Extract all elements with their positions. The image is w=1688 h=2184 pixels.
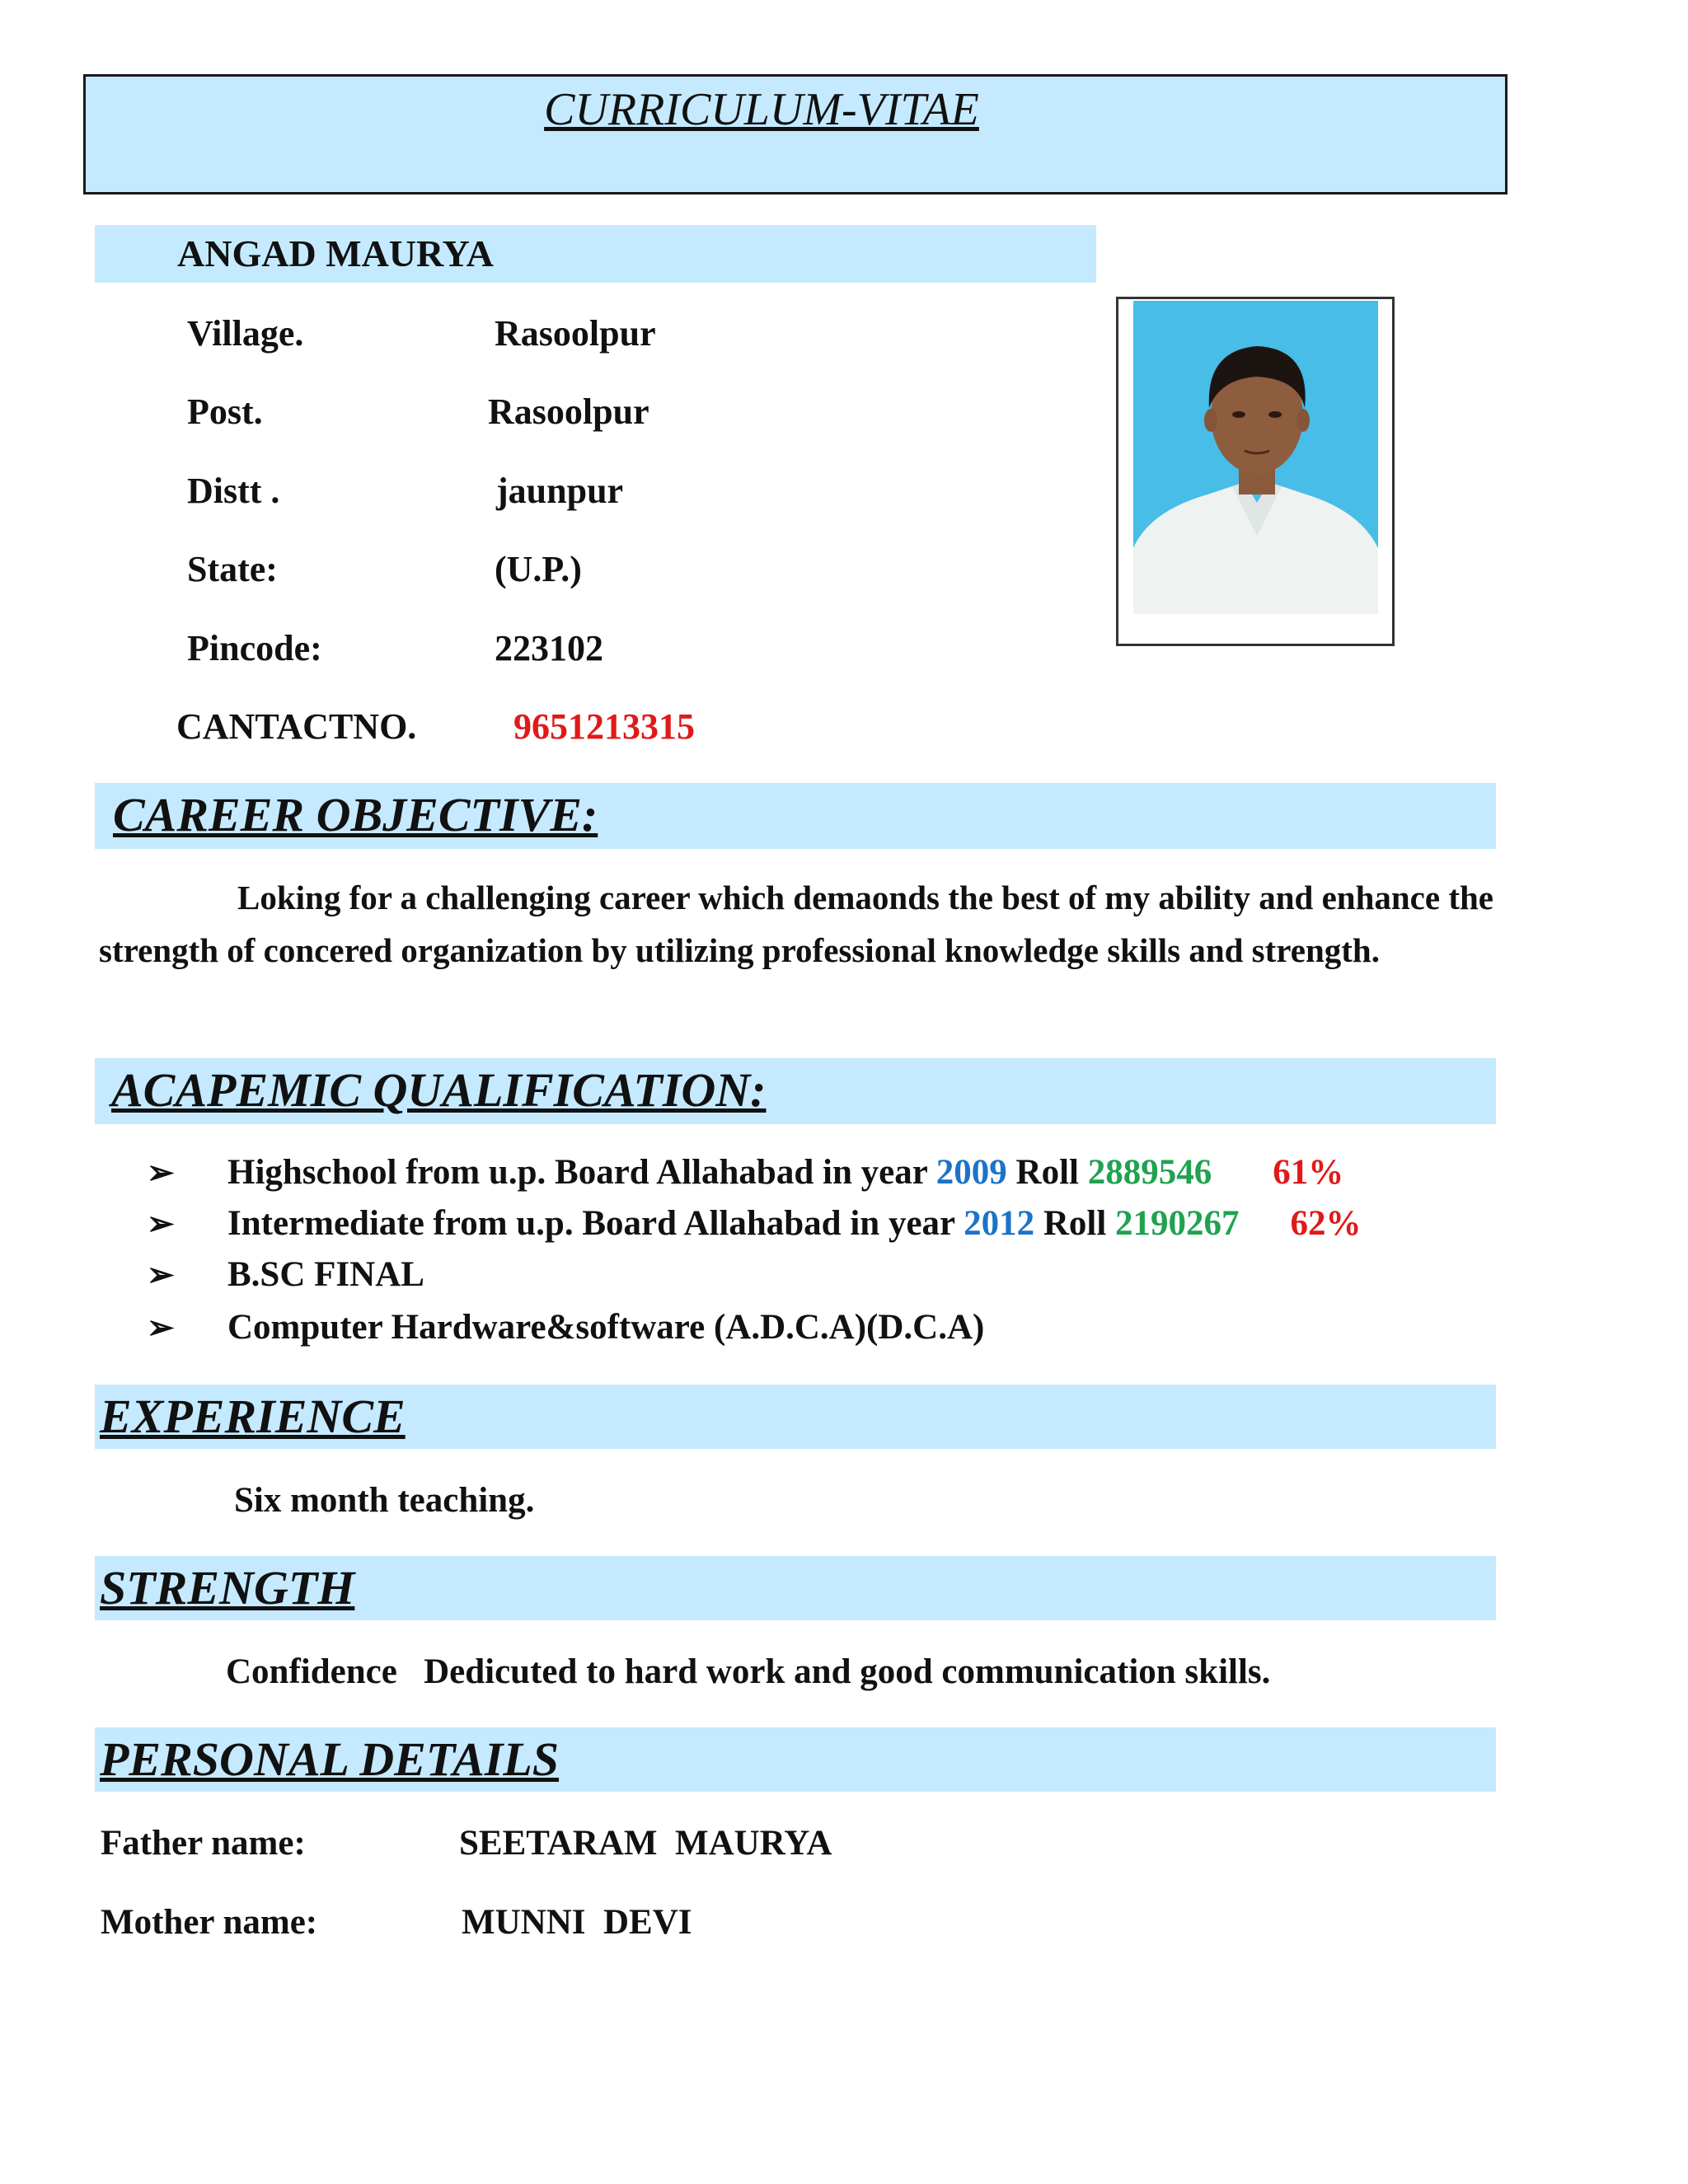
- address-value-district: jaunpur: [496, 471, 624, 511]
- strength-heading: STRENGTH: [100, 1561, 355, 1615]
- career-objective-paragraph: Loking for a challenging career which demaonds the best of my ability and enhance the strength of concered organization by utilizing professional knowledge skills and strength.: [99, 879, 1493, 969]
- father-name-label: Father name:: [101, 1824, 306, 1863]
- experience-text: Six month teaching.: [234, 1481, 535, 1520]
- list-item: ➢ Highschool from u.p. Board Allahabad in year 2009 Roll 2889546 61%: [147, 1147, 1343, 1198]
- arrow-bullet-icon: ➢: [147, 1205, 175, 1242]
- arrow-bullet-icon: ➢: [147, 1154, 175, 1191]
- contact-number: 9651213315: [513, 706, 695, 747]
- experience-heading: EXPERIENCE: [100, 1390, 406, 1443]
- address-value-pincode: 223102: [495, 628, 603, 668]
- candidate-name: ANGAD MAURYA: [177, 232, 494, 274]
- strength-band: [95, 1556, 1496, 1620]
- personal-details-heading: PERSONAL DETAILS: [100, 1732, 560, 1786]
- title-box: [83, 74, 1507, 194]
- address-label-pincode: Pincode:: [187, 628, 322, 668]
- address-value-village: Rasoolpur: [495, 313, 656, 354]
- qualification-year: 2009: [935, 1153, 1007, 1192]
- profile-photo: [1133, 301, 1378, 614]
- list-item: ➢ B.SC FINAL: [147, 1249, 424, 1301]
- document-title: CURRICULUM-VITAE: [544, 84, 979, 135]
- profile-photo-frame: [1116, 297, 1395, 646]
- experience-band: [95, 1385, 1496, 1449]
- arrow-bullet-icon: ➢: [147, 1256, 175, 1293]
- address-value-state: (U.P.): [495, 549, 582, 589]
- qualification-year: 2012: [964, 1204, 1035, 1243]
- contact-label: CANTACTNO.: [176, 706, 417, 747]
- career-objective-text: [99, 871, 1493, 977]
- academic-band: [95, 1058, 1496, 1124]
- percentage: 62%: [1290, 1204, 1362, 1243]
- personal-details-band: [95, 1727, 1496, 1792]
- career-objective-band: [95, 783, 1496, 849]
- address-label-village: Village.: [187, 313, 304, 354]
- list-item: ➢ Computer Hardware&software (A.D.C.A)(D.C.A): [147, 1302, 984, 1353]
- career-objective-heading: CAREER OBJECTIVE:: [113, 788, 598, 841]
- mother-name-label: Mother name:: [101, 1903, 318, 1942]
- strength-text: Confidence Dedicuted to hard work and good communication skills.: [226, 1652, 1271, 1691]
- address-value-post: Rasoolpur: [488, 391, 649, 432]
- address-label-state: State:: [187, 549, 278, 589]
- address-label-post: Post.: [187, 391, 263, 432]
- roll-number: 2889546: [1087, 1153, 1212, 1192]
- address-label-district: Distt .: [187, 471, 280, 511]
- list-item: ➢ Intermediate from u.p. Board Allahabad in year 2012 Roll 2190267 62%: [147, 1198, 1362, 1249]
- academic-heading: ACAPEMIC QUALIFICATION:: [111, 1063, 767, 1117]
- roll-number: 2190267: [1115, 1204, 1240, 1243]
- percentage: 61%: [1273, 1153, 1344, 1192]
- arrow-bullet-icon: ➢: [147, 1309, 175, 1346]
- name-band: [95, 225, 1096, 283]
- mother-name-value: MUNNI DEVI: [462, 1903, 692, 1942]
- father-name-value: SEETARAM MAURYA: [459, 1824, 832, 1863]
